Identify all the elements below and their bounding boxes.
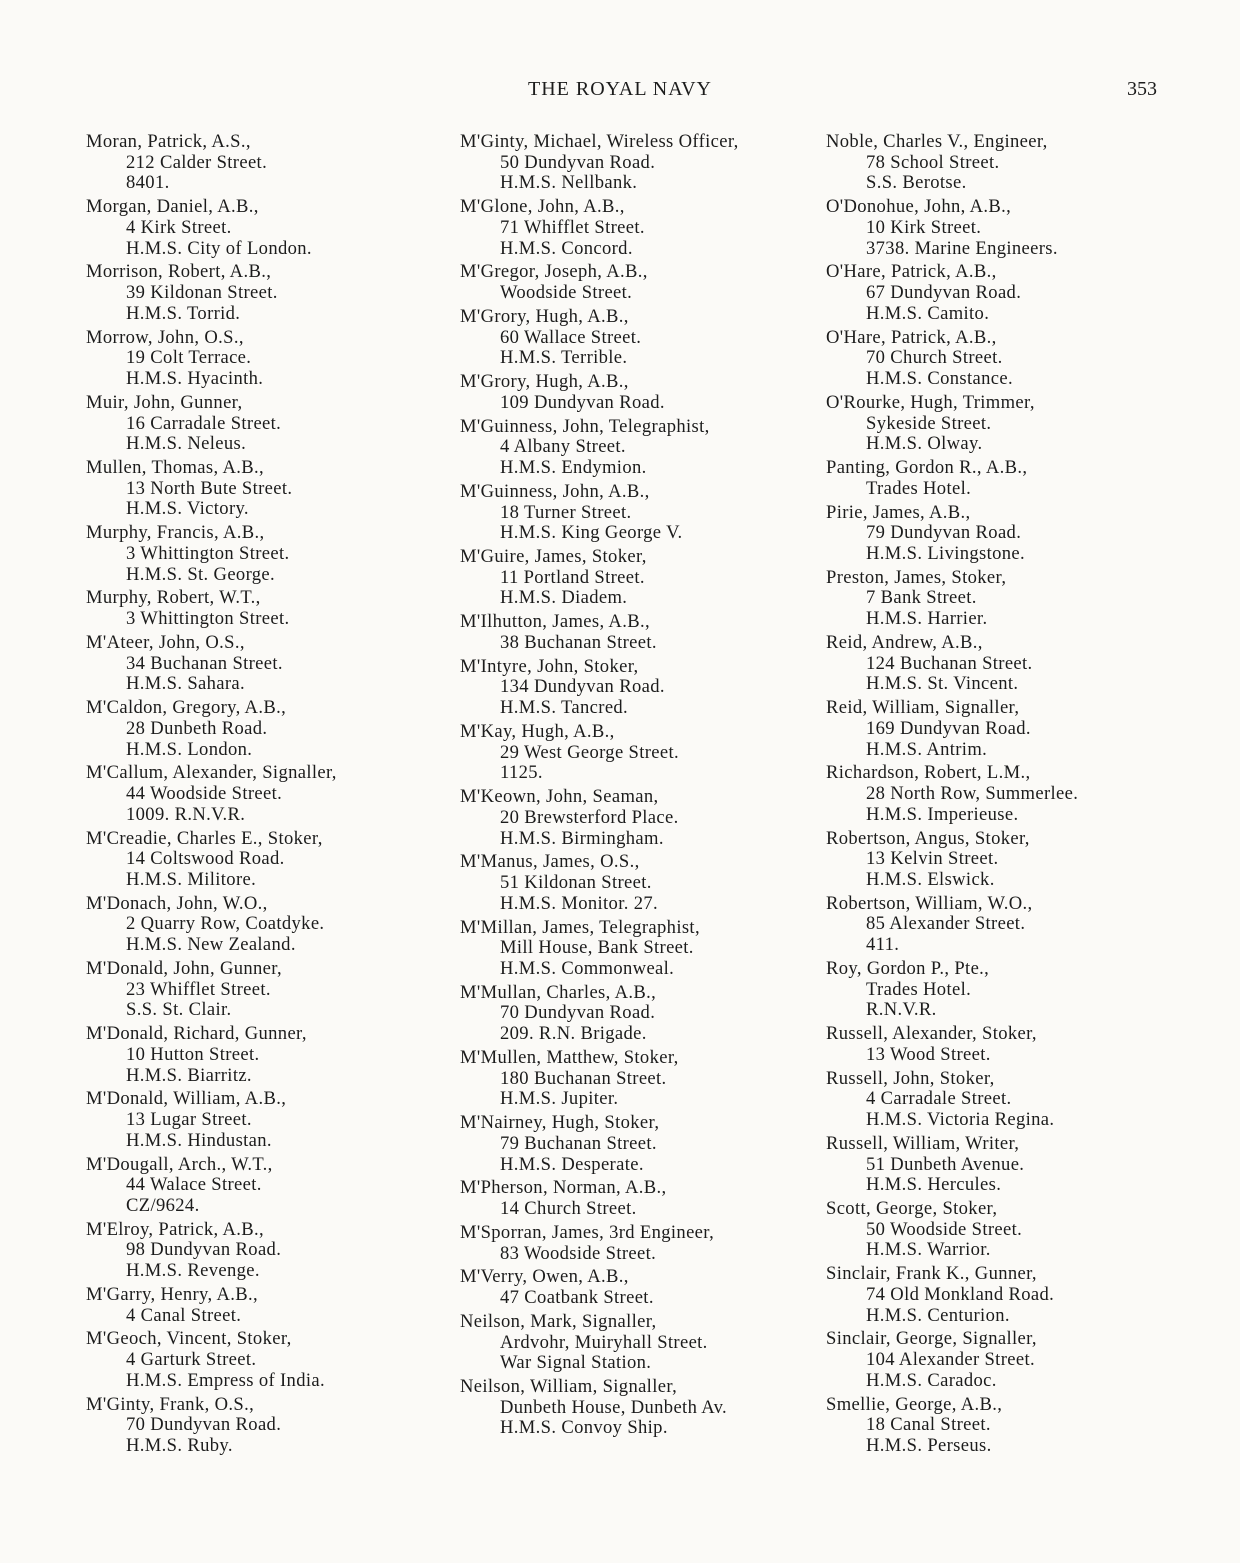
list-item [460,547,805,609]
entry-detail: H.M.S. Warrior. [866,1239,991,1261]
entry-detail: 13 North Bute Street. [126,477,293,499]
entry-name: Murphy, Francis, A.B., [86,522,265,544]
entry-detail: H.M.S. Torrid. [126,302,241,324]
entry-name: M'Keown, John, Seaman, [460,786,659,808]
entry-detail: 79 Buchanan Street. [500,1132,657,1154]
list-item [826,829,1166,891]
entry-detail: R.N.V.R. [866,999,937,1021]
entry-name: M'Mullen, Matthew, Stoker, [460,1046,679,1068]
entry-detail: CZ/9624. [126,1194,200,1216]
entry-detail: H.M.S. Victoria Regina. [866,1109,1055,1131]
list-item [826,1329,1166,1391]
entry-detail: Trades Hotel. [866,978,972,1000]
list-item [460,983,805,1045]
entry-name: M'Guinness, John, Telegraphist, [460,415,710,437]
entry-detail: 51 Dunbeth Avenue. [866,1153,1025,1175]
list-item [826,1134,1166,1196]
entry-detail: 67 Dundyvan Road. [866,282,1022,304]
entry-detail: H.M.S. Revenge. [126,1260,260,1282]
entry-name: M'Ginty, Frank, O.S., [86,1393,255,1415]
list-item [460,482,805,544]
entry-name: Russell, Alexander, Stoker, [826,1023,1037,1045]
entry-detail: H.M.S. King George V. [500,522,683,544]
list-item [86,1329,426,1391]
entry-detail: Mill House, Bank Street. [500,937,694,959]
entry-name: M'Kay, Hugh, A.B., [460,720,615,742]
entry-detail: 14 Church Street. [500,1198,637,1220]
list-item [86,1089,426,1151]
entry-detail: H.M.S. Camito. [866,302,990,324]
entry-name: Mullen, Thomas, A.B., [86,457,264,479]
entry-detail: 28 North Row, Summerlee. [866,783,1079,805]
entry-detail: 20 Brewsterford Place. [500,806,679,828]
entry-detail: 29 West George Street. [500,741,680,763]
entry-detail: H.M.S. Sahara. [126,673,246,695]
entry-name: Murphy, Robert, W.T., [86,587,261,609]
entry-name: Scott, George, Stoker, [826,1198,998,1220]
entry-name: M'Donald, John, Gunner, [86,957,283,979]
entry-detail: H.M.S. Neleus. [126,433,247,455]
entry-name: M'Garry, Henry, A.B., [86,1283,258,1305]
page-number: 353 [1127,78,1157,100]
entry-name: Russell, John, Stoker, [826,1067,995,1089]
entry-detail: 4 Kirk Street. [126,216,232,238]
entry-detail: H.M.S. Hindustan. [126,1129,272,1151]
entry-detail: 1125. [500,762,543,784]
entry-detail: H.M.S. Centurion. [866,1304,1010,1326]
entry-name: Morrow, John, O.S., [86,326,244,348]
list-item [86,523,426,585]
entry-detail: 209. R.N. Brigade. [500,1023,647,1045]
entry-name: Sinclair, George, Signaller, [826,1328,1037,1350]
entry-name: Robertson, Angus, Stoker, [826,827,1030,849]
entry-name: M'Creadie, Charles E., Stoker, [86,827,323,849]
entry-detail: 78 School Street. [866,151,1000,173]
entry-name: M'Gregor, Joseph, A.B., [460,261,648,283]
entry-detail: H.M.S. Elswick. [866,868,995,890]
list-item [826,1264,1166,1326]
entry-detail: 85 Alexander Street. [866,913,1026,935]
list-item [86,132,426,194]
list-item [460,262,805,303]
entry-detail: H.M.S. Biarritz. [126,1064,252,1086]
entry-detail: 16 Carradale Street. [126,412,282,434]
list-item [826,1024,1166,1065]
entry-name: M'Ateer, John, O.S., [86,631,245,653]
entry-detail: 13 Lugar Street. [126,1109,252,1131]
entry-detail: 180 Buchanan Street. [500,1067,667,1089]
entry-detail: 104 Alexander Street. [866,1349,1035,1371]
list-item [826,698,1166,760]
entry-detail: H.M.S. St. Vincent. [866,673,1019,695]
entry-detail: 3738. Marine Engineers. [866,237,1058,259]
entry-detail: Woodside Street. [500,282,633,304]
list-item [460,417,805,479]
list-item [826,197,1166,259]
entry-name: Reid, William, Signaller, [826,697,1020,719]
entry-detail: 2 Quarry Row, Coatdyke. [126,913,325,935]
entry-detail: H.M.S. City of London. [126,237,312,259]
entry-name: Preston, James, Stoker, [826,566,1007,588]
list-item [826,503,1166,565]
entry-detail: S.S. St. Clair. [126,999,232,1021]
entry-name: Roy, Gordon P., Pte., [826,957,990,979]
entry-detail: H.M.S. St. George. [126,563,276,585]
entry-detail: 71 Whifflet Street. [500,216,645,238]
entry-detail: 83 Woodside Street. [500,1242,657,1264]
entry-detail: H.M.S. Ruby. [126,1435,233,1457]
entry-detail: 51 Kildonan Street. [500,872,652,894]
entry-name: M'Donald, William, A.B., [86,1088,287,1110]
entry-detail: H.M.S. Antrim. [866,738,988,760]
entry-detail: 4 Canal Street. [126,1304,242,1326]
entry-detail: H.M.S. Endymion. [500,457,647,479]
entry-detail: 7 Bank Street. [866,587,977,609]
entry-name: Pirie, James, A.B., [826,501,971,523]
entry-detail: 13 Kelvin Street. [866,848,999,870]
entry-name: Richardson, Robert, L.M., [826,762,1031,784]
list-item [460,1312,805,1374]
entry-name: Morrison, Robert, A.B., [86,261,272,283]
list-item [826,328,1166,390]
entry-detail: H.M.S. Tancred. [500,697,629,719]
list-item [86,1024,426,1086]
entry-detail: H.M.S. Monitor. 27. [500,892,659,914]
entry-detail: 50 Dundyvan Road. [500,151,656,173]
list-item [826,262,1166,324]
list-item [86,829,426,891]
list-item [826,959,1166,1021]
entry-name: M'Pherson, Norman, A.B., [460,1177,667,1199]
entry-name: M'Intyre, John, Stoker, [460,655,639,677]
entry-detail: H.M.S. Militore. [126,868,257,890]
entry-detail: H.M.S. Perseus. [866,1435,992,1457]
entry-detail: 134 Dundyvan Road. [500,676,665,698]
entry-detail: 14 Coltswood Road. [126,848,285,870]
entry-name: Russell, William, Writer, [826,1132,1020,1154]
entry-detail: H.M.S. Concord. [500,237,633,259]
entry-detail: H.M.S. Hercules. [866,1174,1002,1196]
entry-detail: 23 Whifflet Street. [126,978,271,1000]
list-item [460,307,805,369]
entry-name: M'Geoch, Vincent, Stoker, [86,1328,292,1350]
entry-detail: H.M.S. Birmingham. [500,827,664,849]
list-item [826,633,1166,695]
list-item [460,1223,805,1264]
entry-name: M'Grory, Hugh, A.B., [460,371,629,393]
entry-detail: 4 Albany Street. [500,436,626,458]
entry-detail: H.M.S. New Zealand. [126,934,296,956]
entry-name: Neilson, Mark, Signaller, [460,1310,657,1332]
entry-detail: H.M.S. London. [126,738,253,760]
entry-detail: 18 Turner Street. [500,501,632,523]
list-item [460,1377,805,1439]
entry-detail: 70 Church Street. [866,347,1003,369]
list-item [826,1395,1166,1457]
entry-name: M'Verry, Owen, A.B., [460,1266,629,1288]
running-title: THE ROYAL NAVY [528,78,712,100]
list-item [826,763,1166,825]
entry-name: O'Donohue, John, A.B., [826,196,1012,218]
list-item [86,197,426,259]
entry-detail: H.M.S. Olway. [866,433,983,455]
entry-detail: H.M.S. Constance. [866,368,1013,390]
entry-name: O'Rourke, Hugh, Trimmer, [826,391,1035,413]
list-item [460,612,805,653]
entry-name: M'Grory, Hugh, A.B., [460,305,629,327]
entry-detail: 28 Dunbeth Road. [126,717,268,739]
entry-detail: H.M.S. Hyacinth. [126,368,264,390]
entry-name: M'Dougall, Arch., W.T., [86,1153,273,1175]
entry-detail: S.S. Berotse. [866,172,967,194]
entry-detail: 10 Kirk Street. [866,216,982,238]
entry-detail: H.M.S. Nellbank. [500,172,638,194]
entry-name: M'Glone, John, A.B., [460,196,625,218]
entry-name: O'Hare, Patrick, A.B., [826,326,997,348]
page-header [0,78,1240,108]
entry-name: M'Guinness, John, A.B., [460,480,650,502]
list-item [460,372,805,413]
list-item [826,132,1166,194]
entry-detail: 124 Buchanan Street. [866,652,1033,674]
entry-name: M'Sporran, James, 3rd Engineer, [460,1221,715,1243]
list-item [826,1199,1166,1261]
entry-detail: H.M.S. Empress of India. [126,1369,325,1391]
entry-detail: H.M.S. Diadem. [500,587,628,609]
entry-name: M'Mullan, Charles, A.B., [460,981,657,1003]
entry-name: M'Guire, James, Stoker, [460,546,647,568]
list-item [460,1113,805,1175]
column-1 [86,132,426,1460]
list-item [460,787,805,849]
entry-detail: 19 Colt Terrace. [126,347,252,369]
entry-detail: 4 Carradale Street. [866,1088,1012,1110]
list-item [86,1285,426,1326]
list-item [460,1048,805,1110]
entry-name: Reid, Andrew, A.B., [826,631,983,653]
entry-detail: 169 Dundyvan Road. [866,717,1031,739]
entry-detail: 10 Hutton Street. [126,1043,260,1065]
list-item [86,393,426,455]
entry-name: Moran, Patrick, A.S., [86,131,251,152]
entry-detail: H.M.S. Convoy Ship. [500,1417,668,1439]
entry-detail: H.M.S. Desperate. [500,1153,644,1175]
entry-detail: Trades Hotel. [866,477,972,499]
entry-detail: Sykeside Street. [866,412,992,434]
list-item [460,657,805,719]
list-item [86,328,426,390]
entry-detail: 4 Garturk Street. [126,1349,257,1371]
entry-detail: 212 Calder Street. [126,151,268,173]
entry-detail: H.M.S. Victory. [126,498,249,520]
entry-name: M'Manus, James, O.S., [460,851,640,873]
entry-detail: 11 Portland Street. [500,566,645,588]
list-item [826,1069,1166,1131]
entry-name: M'Millan, James, Telegraphist, [460,916,700,938]
entry-detail: 18 Canal Street. [866,1414,991,1436]
entry-detail: 70 Dundyvan Road. [500,1002,656,1024]
entry-detail: 44 Woodside Street. [126,783,283,805]
list-item [86,698,426,760]
entry-name: M'Caldon, Gregory, A.B., [86,697,287,719]
entry-name: M'Donald, Richard, Gunner, [86,1023,307,1045]
column-3 [826,132,1166,1460]
entry-detail: 13 Wood Street. [866,1043,991,1065]
list-item [826,458,1166,499]
list-item [86,1395,426,1457]
entry-detail: 411. [866,934,900,956]
list-item [826,393,1166,455]
entry-name: Noble, Charles V., Engineer, [826,131,1048,152]
list-item [86,894,426,956]
list-item [86,1155,426,1217]
entry-detail: 39 Kildonan Street. [126,282,278,304]
entry-detail: Dunbeth House, Dunbeth Av. [500,1396,728,1418]
entry-detail: 70 Dundyvan Road. [126,1414,282,1436]
list-item [826,568,1166,630]
list-item [460,722,805,784]
entry-name: M'Ginty, Michael, Wireless Officer, [460,131,739,152]
list-item [460,1178,805,1219]
entry-name: Smellie, George, A.B., [826,1393,1003,1415]
entry-detail: H.M.S. Jupiter. [500,1088,619,1110]
list-item [460,852,805,914]
column-2 [460,132,805,1442]
entry-name: Robertson, William, W.O., [826,892,1033,914]
entry-name: M'Donach, John, W.O., [86,892,268,914]
entry-name: M'Ilhutton, James, A.B., [460,611,650,633]
entry-detail: 44 Walace Street. [126,1174,262,1196]
entry-name: Morgan, Daniel, A.B., [86,196,259,218]
list-item [86,633,426,695]
list-item [460,197,805,259]
entry-detail: 8401. [126,172,170,194]
list-item [826,894,1166,956]
entry-name: Neilson, William, Signaller, [460,1376,678,1398]
list-item [86,588,426,629]
list-item [460,918,805,980]
entry-detail: 47 Coatbank Street. [500,1287,654,1309]
entry-detail: 50 Woodside Street. [866,1218,1023,1240]
entry-detail: 3 Whittington Street. [126,542,290,564]
entry-detail: 109 Dundyvan Road. [500,391,665,413]
entry-detail: H.M.S. Commonweal. [500,957,675,979]
list-item [86,959,426,1021]
entry-name: M'Nairney, Hugh, Stoker, [460,1112,660,1134]
entry-detail: H.M.S. Imperieuse. [866,803,1019,825]
entry-name: M'Callum, Alexander, Signaller, [86,762,337,784]
entry-detail: War Signal Station. [500,1352,652,1374]
entry-detail: H.M.S. Harrier. [866,608,988,630]
entry-name: M'Elroy, Patrick, A.B., [86,1218,265,1240]
entry-name: O'Hare, Patrick, A.B., [826,261,997,283]
list-item [86,262,426,324]
entry-detail: 60 Wallace Street. [500,326,642,348]
list-item [86,1220,426,1282]
entry-detail: Ardvohr, Muiryhall Street. [500,1331,708,1353]
entry-detail: H.M.S. Caradoc. [866,1369,997,1391]
entry-detail: H.M.S. Terrible. [500,347,628,369]
entry-name: Muir, John, Gunner, [86,391,243,413]
entry-detail: 3 Whittington Street. [126,608,290,630]
entry-detail: 79 Dundyvan Road. [866,522,1022,544]
entry-detail: 34 Buchanan Street. [126,652,283,674]
entry-detail: 1009. R.N.V.R. [126,803,246,825]
entry-detail: H.M.S. Livingstone. [866,542,1026,564]
entry-detail: 74 Old Monkland Road. [866,1283,1055,1305]
entry-detail: 98 Dundyvan Road. [126,1239,282,1261]
list-item [460,1267,805,1308]
list-item [460,132,805,194]
list-item [86,763,426,825]
entry-name: Panting, Gordon R., A.B., [826,457,1028,479]
list-item [86,458,426,520]
entry-name: Sinclair, Frank K., Gunner, [826,1263,1037,1285]
entry-detail: 38 Buchanan Street. [500,631,657,653]
